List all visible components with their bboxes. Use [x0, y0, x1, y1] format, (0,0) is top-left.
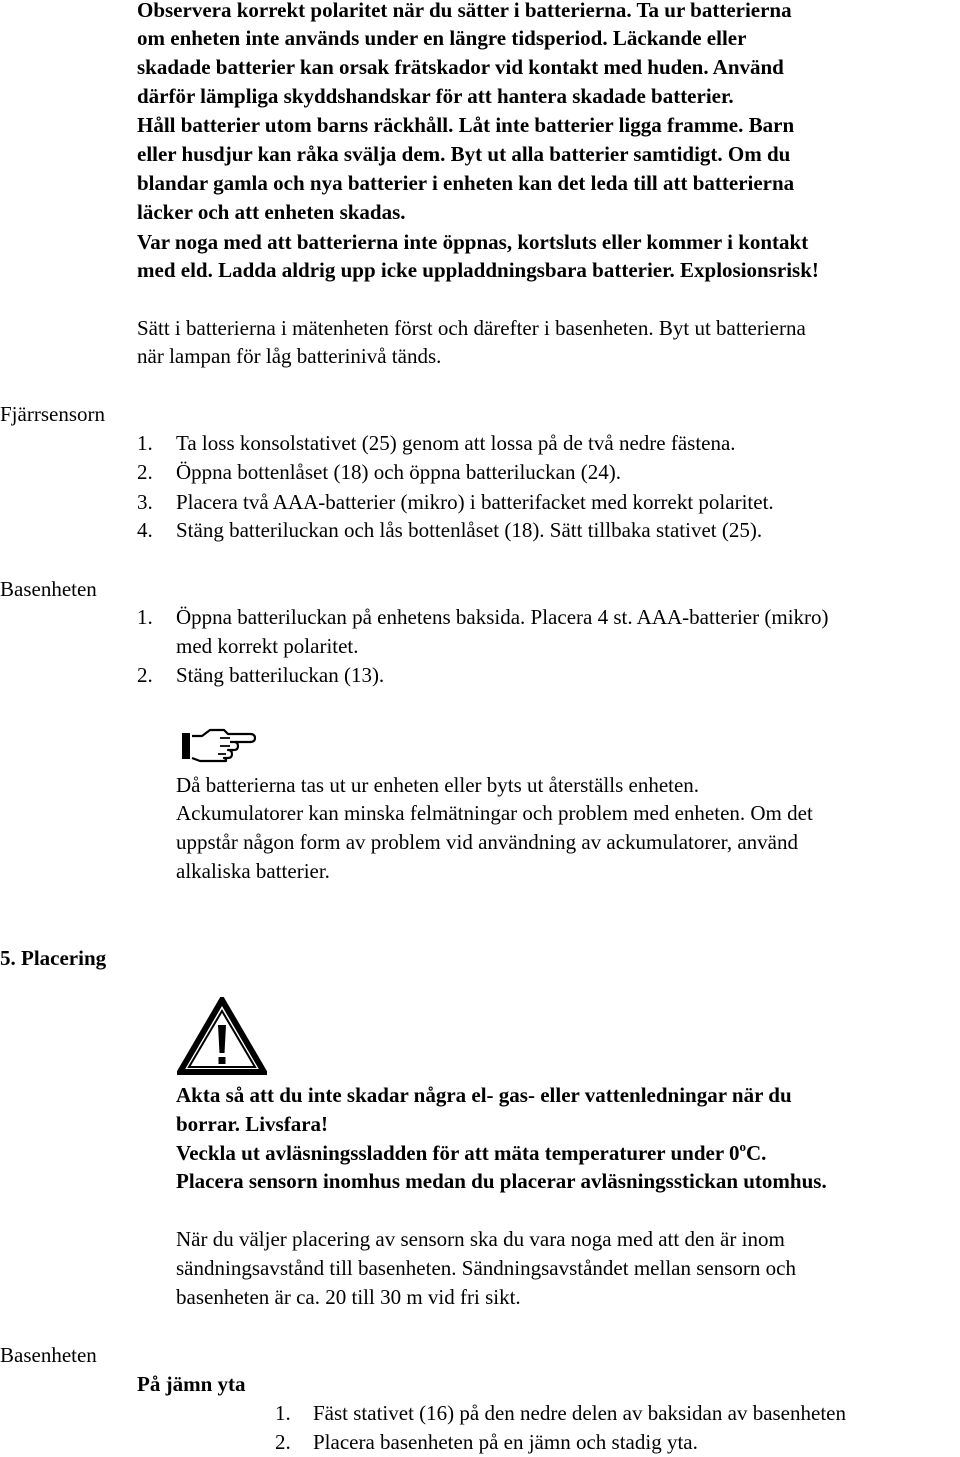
base-placement-subheading: På jämn yta: [137, 1372, 246, 1396]
base-unit-heading: Basenheten: [0, 577, 97, 601]
placement-info-line: När du väljer placering av sensorn ska du vara noga med att den är inom: [176, 1227, 785, 1251]
placement-warning-line: borrar. Livsfara!: [176, 1112, 329, 1136]
base-unit-step: med korrekt polaritet.: [176, 634, 359, 658]
battery-order-line: Sätt i batterierna i mätenheten först och därefter i basenheten. Byt ut batterierna: [137, 316, 806, 340]
battery-warning-line: med eld. Ladda aldrig upp icke uppladdningsbara batterier. Explosionsrisk!: [137, 258, 819, 282]
warning-text: Veckla ut avläsningssladden för att mäta temperaturer under 0: [176, 1141, 740, 1165]
step-number: 1.: [137, 431, 153, 455]
placement-info-line: basenheten är ca. 20 till 30 m vid fri sikt.: [176, 1285, 521, 1309]
step-number: 3.: [137, 490, 153, 514]
step-number: 1.: [275, 1401, 291, 1425]
step-number: 1.: [137, 605, 153, 629]
remote-sensor-heading: Fjärrsensorn: [0, 402, 105, 426]
note-line: uppstår någon form av problem vid användning av ackumulatorer, använd: [176, 830, 798, 854]
step-number: 2.: [275, 1430, 291, 1454]
warning-text-unit: C.: [746, 1141, 767, 1165]
base-placement-step: Fäst stativet (16) på den nedre delen av baksidan av basenheten: [313, 1401, 846, 1425]
placement-warning-line: [176, 1139, 766, 1167]
base-placement-heading: Basenheten: [0, 1343, 97, 1367]
step-number: 2.: [137, 663, 153, 687]
battery-warning-line: blandar gamla och nya batterier i enheten kan det leda till att batterierna: [137, 171, 795, 195]
battery-warning-line: eller husdjur kan råka svälja dem. Byt ut alla batterier samtidigt. Om du: [137, 142, 791, 166]
section-heading-placering: 5. Placering: [0, 946, 107, 970]
battery-warning-line: skadade batterier kan orsak frätskador vid kontakt med huden. Använd: [137, 55, 784, 79]
remote-sensor-step: Placera två AAA-batterier (mikro) i batterifacket med korrekt polaritet.: [176, 490, 774, 514]
placement-info-line: sändningsavstånd till basenheten. Sändningsavståndet mellan sensorn och: [176, 1256, 796, 1280]
battery-warning-line: läcker och att enheten skadas.: [137, 200, 406, 224]
base-unit-step: Öppna batteriluckan på enhetens baksida. Placera 4 st. AAA-batterier (mikro): [176, 605, 829, 629]
remote-sensor-step: Öppna bottenlåset (18) och öppna batteriluckan (24).: [176, 460, 621, 484]
battery-order-line: när lampan för låg batterinivå tänds.: [137, 344, 442, 368]
step-number: 4.: [137, 518, 153, 542]
note-line: Då batterierna tas ut ur enheten eller byts ut återställs enheten.: [176, 773, 700, 797]
degree-superscript: o: [739, 1139, 747, 1154]
base-placement-step: Placera basenheten på en jämn och stadig yta.: [313, 1430, 698, 1454]
battery-warning-line: Var noga med att batterierna inte öppnas, kortsluts eller kommer i kontakt: [137, 230, 809, 254]
battery-warning-line: Observera korrekt polaritet när du sätter i batterierna. Ta ur batterierna: [137, 0, 792, 22]
note-line: Ackumulatorer kan minska felmätningar och problem med enheten. Om det: [176, 801, 813, 825]
note-line: alkaliska batterier.: [176, 859, 330, 883]
placement-warning-line: Placera sensorn inomhus medan du placerar avläsningsstickan utomhus.: [176, 1169, 827, 1193]
step-number: 2.: [137, 460, 153, 484]
battery-warning-line: Håll batterier utom barns räckhåll. Låt inte batterier ligga framme. Barn: [137, 113, 795, 137]
remote-sensor-step: Stäng batteriluckan och lås bottenlåset (18). Sätt tillbaka stativet (25).: [176, 518, 763, 542]
placement-warning-line: Akta så att du inte skadar några el- gas- eller vattenledningar när du: [176, 1083, 792, 1107]
pointing-hand-icon: [180, 727, 256, 763]
battery-warning-line: om enheten inte används under en längre tidsperiod. Läckande eller: [137, 26, 747, 50]
remote-sensor-step: Ta loss konsolstativet (25) genom att lossa på de två nedre fästena.: [176, 431, 736, 455]
warning-triangle-icon: [177, 997, 267, 1075]
base-unit-step: Stäng batteriluckan (13).: [176, 663, 385, 687]
battery-warning-line: därför lämpliga skyddshandskar för att hantera skadade batterier.: [137, 84, 734, 108]
